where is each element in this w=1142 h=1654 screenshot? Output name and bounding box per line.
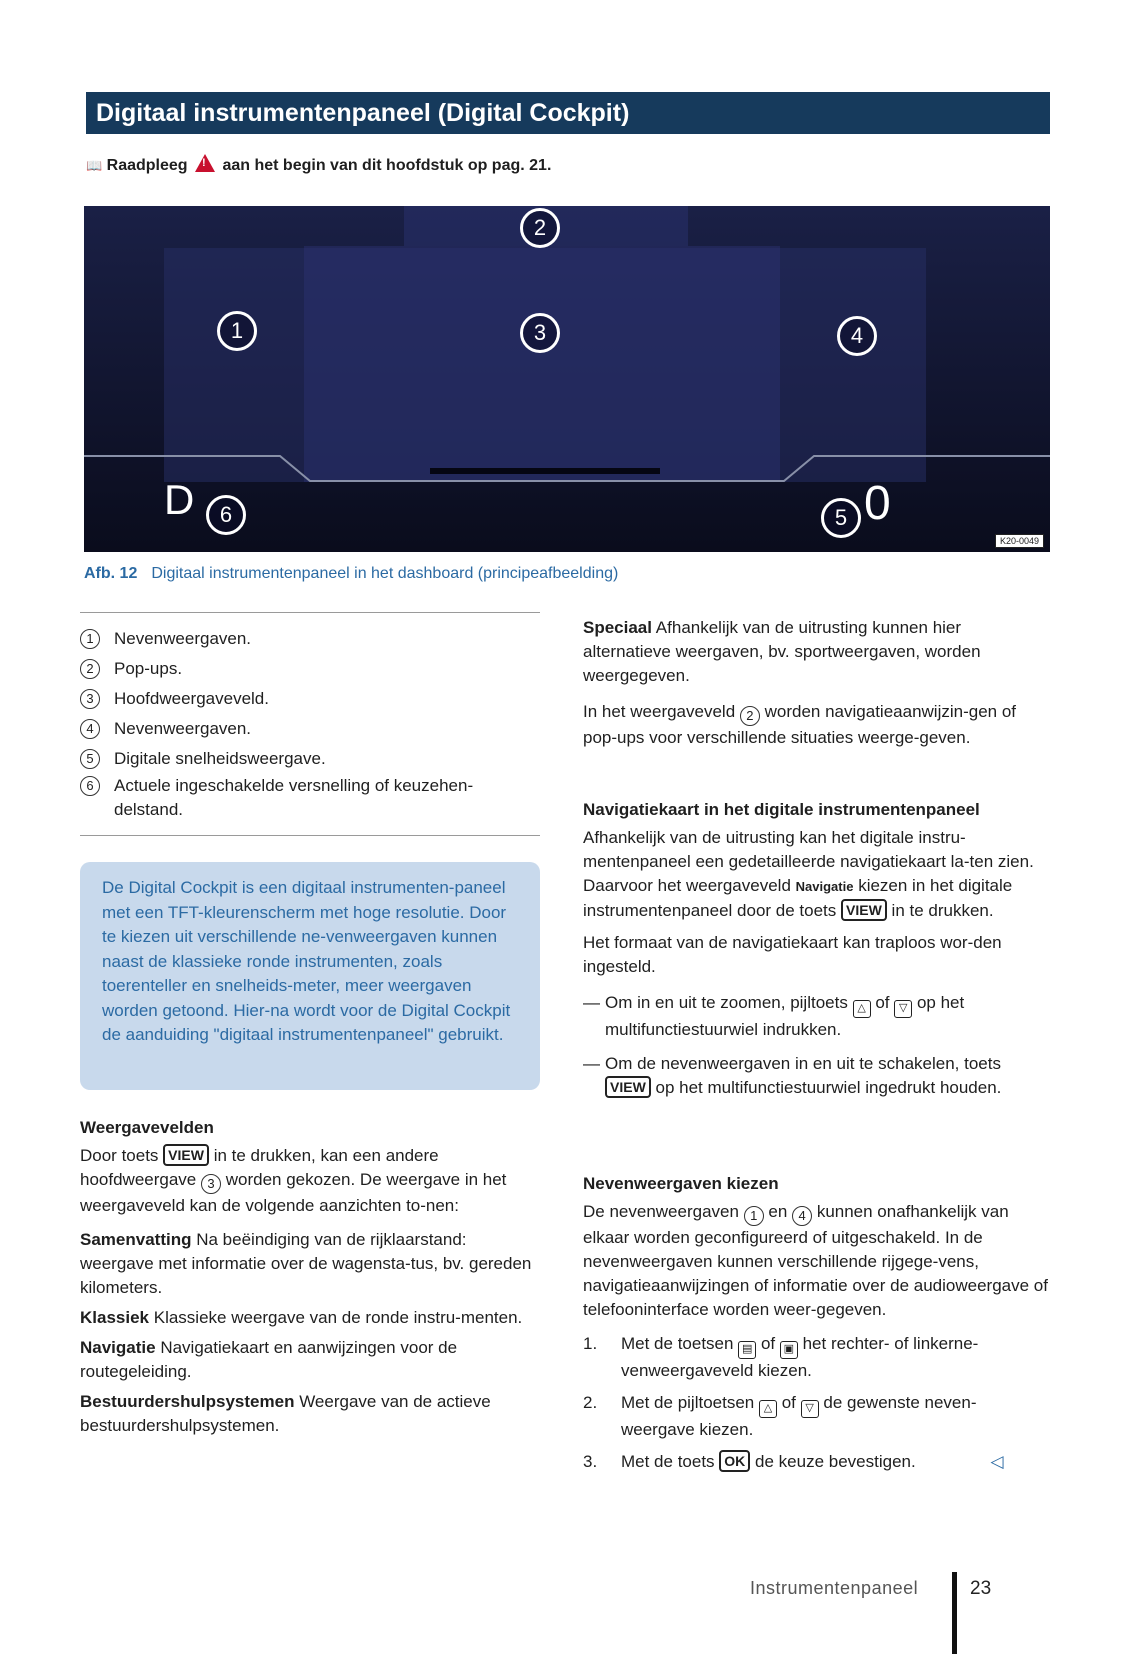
neven-text: [583, 1200, 1049, 1322]
legend-number: 5: [80, 749, 100, 769]
callout-ref: 2: [740, 706, 760, 726]
navkaart-heading: Navigatiekaart in het digitale instrumentenpaneel: [583, 800, 980, 819]
reference-post: aan het begin van dit hoofdstuk op pag. 21.: [222, 157, 552, 174]
text-fragment: Met de toets: [621, 1452, 715, 1471]
legend-item: [80, 624, 540, 654]
callout-2: 2: [520, 208, 560, 248]
legend-text: Digitale snelheidsweergave.: [114, 749, 326, 768]
text-fragment: Met de pijltoetsen: [621, 1393, 755, 1412]
view-term: Bestuurdershulpsystemen: [80, 1392, 295, 1411]
neven-heading: Nevenweergaven kiezen: [583, 1174, 779, 1193]
legend-list: [80, 624, 540, 822]
arrow-down-key-icon: ▽: [894, 1000, 912, 1018]
text-fragment: worden navigatieaanwijzin-gen of pop-ups voor verschillende situaties weerge-geven.: [583, 702, 1017, 747]
view-term: Samenvatting: [80, 1230, 192, 1249]
book-icon: 📖: [86, 158, 103, 173]
view-item: [80, 1390, 540, 1438]
weergavevelden-section: [80, 1116, 540, 1438]
speciaal-item: [583, 616, 1049, 688]
legend-text: Pop-ups.: [114, 659, 183, 678]
weergavevelden-text: [80, 1144, 540, 1218]
callout-ref: 3: [201, 1174, 221, 1194]
view-desc: Klassieke weergave van de ronde instru-menten.: [153, 1308, 523, 1327]
step-item: 1. Met de toetsen ▤ of ▣ het rechter- of linkerne-venweergaveveld kiezen.: [583, 1334, 979, 1380]
text-fragment: In het weergaveveld: [583, 702, 736, 721]
warning-icon: [195, 154, 215, 172]
view-desc: Na beëindiging van de rijklaarstand: weergave met informatie over de wagensta-tus, bv. gereden kilometers.: [80, 1230, 532, 1297]
text-fragment: de keuze bevestigen.: [755, 1452, 916, 1471]
view-item: [80, 1228, 540, 1300]
text-fragment: op het multifunctiestuurwiel ingedrukt houden.: [655, 1078, 1002, 1097]
legend-item: [80, 654, 540, 684]
text-fragment: De nevenweergaven: [583, 1202, 739, 1221]
text-fragment: of: [875, 993, 890, 1012]
text-fragment: Afhankelijk van de uitrusting kan het digitale instru-mentenpaneel een gedetailleerde navigatiekaart la-ten zien. Daarvoor het weergaveveld: [583, 828, 1034, 895]
cockpit-figure: [84, 206, 1050, 552]
section-end-icon: ◁: [990, 1452, 1004, 1471]
text-fragment: Om de nevenweergaven in en uit te schakelen, toets: [605, 1054, 1001, 1073]
bullet-item: — Om in en uit te zoomen, pijltoets △ of ▽ op het multifunctiestuurwiel indrukken.: [583, 993, 965, 1039]
arrow-up-key-icon: △: [853, 1000, 871, 1018]
figure-code: K20-0049: [995, 534, 1044, 548]
navkaart-size-text: Het formaat van de navigatiekaart kan traploos wor-den ingesteld.: [583, 933, 1002, 976]
footer-section-label: Instrumentenpaneel: [750, 1578, 919, 1598]
reference-line: [86, 154, 551, 175]
screen-label: Navigatie: [795, 879, 854, 894]
legend-number: 1: [80, 629, 100, 649]
legend-number: 2: [80, 659, 100, 679]
arrow-up-key-icon: △: [759, 1400, 777, 1418]
legend-item: [80, 714, 540, 744]
view-item: [80, 1306, 540, 1330]
caption-text: Digitaal instrumentenpaneel in het dashboard (principeafbeelding): [151, 565, 619, 582]
callout-ref: 1: [744, 1206, 764, 1226]
step-item: 2. Met de pijltoetsen △ of ▽ de gewenste neven-weergave kiezen.: [583, 1393, 977, 1439]
gear-indicator: D: [164, 476, 195, 523]
figure-caption: [84, 565, 618, 583]
neven-section: [583, 1172, 1049, 1474]
right-display-key-icon: ▤: [738, 1341, 756, 1359]
views-list: [80, 1228, 540, 1438]
text-fragment: het rechter- of linkerne-venweergaveveld kiezen.: [621, 1334, 979, 1380]
weergavevelden-heading: Weergavevelden: [80, 1118, 214, 1137]
legend-top-rule: [80, 612, 540, 613]
text-fragment: of: [760, 1334, 776, 1353]
page-number: 23: [970, 1578, 992, 1599]
text-fragment: kunnen onafhankelijk van elkaar worden geconfigureerd of uitgeschakeld. In de nevenweergaven kunnen verschillende rijgege-vens, navigatieaanwijzingen of informatie over de audioweergave of telefooninterface worden weer-gegeven.: [583, 1202, 1048, 1319]
view-desc: Weergave van de actieve bestuurdershulpsystemen.: [80, 1392, 491, 1435]
legend-item: [80, 744, 540, 774]
view-term: Klassiek: [80, 1308, 149, 1327]
callout-5: 5: [821, 498, 861, 538]
text-fragment: Met de toetsen: [621, 1334, 734, 1353]
legend-item: [80, 684, 540, 714]
legend-text: Hoofdweergaveveld.: [114, 689, 269, 708]
text-fragment: in te drukken, kan een andere hoofdweergave: [80, 1146, 439, 1189]
view-term: Speciaal: [583, 618, 652, 637]
text-fragment: kiezen in het digitale instrumentenpaneel door de toets: [583, 876, 1013, 920]
arrow-down-key-icon: ▽: [801, 1400, 819, 1418]
text-fragment: of: [781, 1393, 796, 1412]
view-item: [80, 1336, 540, 1384]
callout-4: 4: [837, 316, 877, 356]
view-key-icon: VIEW: [841, 899, 887, 921]
navkaart-section: [583, 798, 1049, 1100]
text-fragment: en: [768, 1202, 788, 1221]
legend-text: Actuele ingeschakelde versnelling of keuzehen-delstand.: [114, 776, 474, 819]
view-key-icon: VIEW: [163, 1144, 209, 1166]
text-fragment: worden gekozen. De weergave in het weergaveveld kan de volgende aanzichten to-nen:: [80, 1170, 507, 1215]
legend-text: Nevenweergaven.: [114, 629, 252, 648]
text-fragment: Door toets: [80, 1146, 159, 1165]
navkaart-text: [583, 826, 1049, 923]
view-term: Navigatie: [80, 1338, 156, 1357]
legend-item: [80, 774, 540, 822]
info-box: De Digital Cockpit is een digitaal instrumenten-paneel met een TFT-kleurenscherm met hoge resolutie. Door te kiezen uit verschillende ne-venweergaven kunnen naast de klassieke ronde instrumenten, zoals toerenteller en snelheids-meter, meer weergaven worden getoond. Hier-na wordt voor de Digital Cockpit de aanduiding "digitaal instrumentenpaneel" gebruikt.: [80, 862, 540, 1090]
left-display-key-icon: ▣: [780, 1341, 798, 1359]
caption-label: Afb. 12: [84, 565, 138, 582]
legend-number: 3: [80, 689, 100, 709]
ok-key-icon: OK: [719, 1450, 750, 1472]
callout-ref: 4: [792, 1206, 812, 1226]
bullet-item: — Om de nevenweergaven in en uit te schakelen, toets VIEW op het multifunctiestuurwiel ingedrukt houden.: [583, 1054, 1002, 1097]
section-header: Digitaal instrumentenpaneel (Digital Cockpit): [86, 92, 1050, 134]
weergaveveld-paragraph: [583, 700, 1049, 750]
callout-1: 1: [217, 311, 257, 351]
legend-number: 4: [80, 719, 100, 739]
legend-bottom-rule: [80, 835, 540, 836]
legend-number: 6: [80, 776, 100, 796]
text-fragment: in te drukken.: [891, 901, 994, 920]
callout-3: 3: [520, 313, 560, 353]
text-fragment: op het multifunctiestuurwiel indrukken.: [605, 993, 965, 1039]
step-item: 3. Met de toets OK de keuze bevestigen. ◁: [583, 1452, 1004, 1471]
callout-6: 6: [206, 495, 246, 535]
footer-divider: [952, 1572, 957, 1654]
speed-readout: 0: [864, 477, 891, 530]
text-fragment: de gewenste neven-weergave kiezen.: [621, 1393, 977, 1439]
view-desc: Afhankelijk van de uitrusting kunnen hier alternatieve weergaven, bv. sportweergaven, worden weergegeven.: [583, 618, 981, 685]
reference-pre: Raadpleeg: [106, 157, 188, 174]
view-key-icon: VIEW: [605, 1076, 651, 1098]
view-desc: Navigatiekaart en aanwijzingen voor de routegeleiding.: [80, 1338, 458, 1381]
legend-text: Nevenweergaven.: [114, 719, 252, 738]
text-fragment: Om in en uit te zoomen, pijltoets: [605, 993, 848, 1012]
